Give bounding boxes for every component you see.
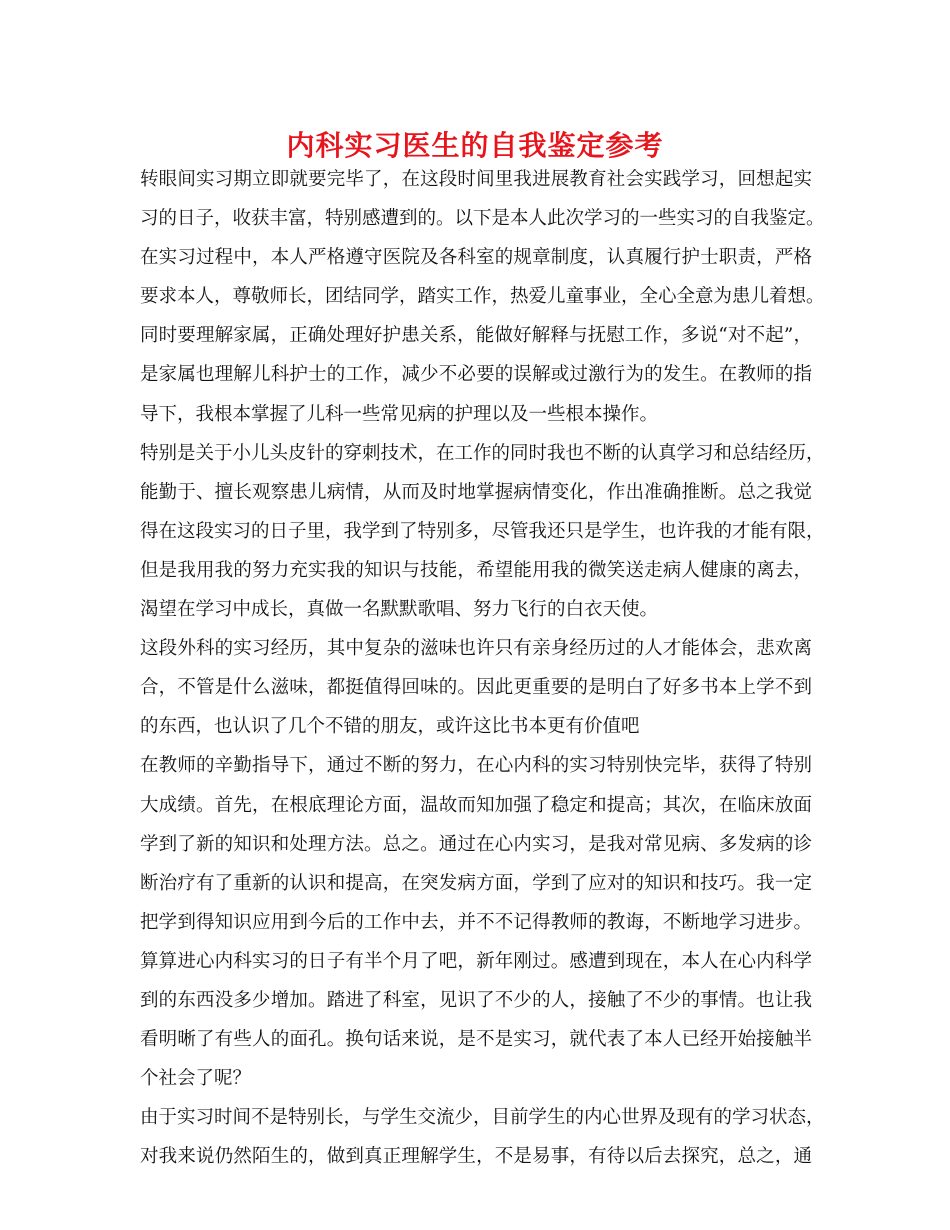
text-line: 把学到得知识应用到今后的工作中去，并不不记得教师的教诲，不断地学习进步。 <box>140 911 812 933</box>
text-line: 渴望在学习中成长，真做一名默默歌唱、努力飞行的白衣天使。 <box>140 599 659 621</box>
text-line: 转眼间实习期立即就要完毕了，在这段时间里我进展教育社会实践学习，回想起实 <box>140 169 812 190</box>
text-line: 是家属也理解儿科护士的工作，减少不必要的误解或过激行为的发生。在教师的指 <box>140 364 812 386</box>
text-line: 这段外科的实习经历，其中复杂的滋味也许只有亲身经历过的人才能体会，悲欢离 <box>140 638 812 660</box>
text-line: 学到了新的知识和处理方法。总之。通过在心内实习，是我对常见病、多发病的诊 <box>140 833 812 855</box>
text-line: 得在这段实习的日子里，我学到了特别多，尽管我还只是学生，也许我的才能有限， <box>140 520 825 542</box>
text-line: 在教师的辛勤指导下，通过不断的努力，在心内科的实习特别快完毕，获得了特别 <box>140 755 812 777</box>
text-line: 但是我用我的努力充实我的知识与技能，希望能用我的微笑送走病人健康的离去， <box>140 559 812 581</box>
text-line: 对我来说仍然陌生的，做到真正理解学生，不是易事，有待以后去探究，总之，通 <box>140 1146 812 1168</box>
text-line: 习的日子，收获丰富，特别感遭到的。以下是本人此次学习的一些实习的自我鉴定。 <box>140 208 825 230</box>
document-title: 内科实习医生的自我鉴定参考 <box>286 129 664 162</box>
text-line: 大成绩。首先，在根底理论方面，温故而知加强了稳定和提高；其次，在临床放面 <box>140 794 812 816</box>
text-line: 算算进心内科实习的日子有半个月了吧，新年刚过。感遭到现在，本人在心内科学 <box>140 950 812 972</box>
text-line: 要求本人，尊敬师长，团结同学，踏实工作，热爱儿童事业，全心全意为患儿着想。 <box>140 286 825 308</box>
text-line: 的东西，也认识了几个不错的朋友，或许这比书本更有价值吧 <box>140 716 640 738</box>
text-line: 导下，我根本掌握了儿科一些常见病的护理以及一些根本操作。 <box>140 403 659 425</box>
document-body <box>140 160 825 1176</box>
text-line: 到的东西没多少增加。踏进了科室，见识了不少的人，接触了不少的事情。也让我 <box>140 989 812 1011</box>
text-line: 同时要理解家属，正确处理好护患关系，能做好解释与抚慰工作，多说“对不起”， <box>140 325 812 347</box>
text-line: 在实习过程中，本人严格遵守医院及各科室的规章制度，认真履行护士职责，严格 <box>140 247 812 269</box>
text-line: 断治疗有了重新的认识和提高，在突发病方面，学到了应对的知识和技巧。我一定 <box>140 872 812 894</box>
text-line: 看明晰了有些人的面孔。换句话来说，是不是实习，就代表了本人已经开始接触半 <box>140 1029 812 1051</box>
text-line: 合，不管是什么滋味，都挺值得回味的。因此更重要的是明白了好多书本上学不到 <box>140 677 812 699</box>
text-line: 能勤于、擅长观察患儿病情，从而及时地掌握病情变化，作出准确推断。总之我觉 <box>140 481 812 503</box>
text-line: 由于实习时间不是特别长，与学生交流少，目前学生的内心世界及现有的学习状态， <box>140 1107 825 1129</box>
text-line: 个社会了呢？ <box>140 1068 252 1090</box>
text-line: 特别是关于小儿头皮针的穿刺技术，在工作的同时我也不断的认真学习和总结经历， <box>140 442 825 464</box>
